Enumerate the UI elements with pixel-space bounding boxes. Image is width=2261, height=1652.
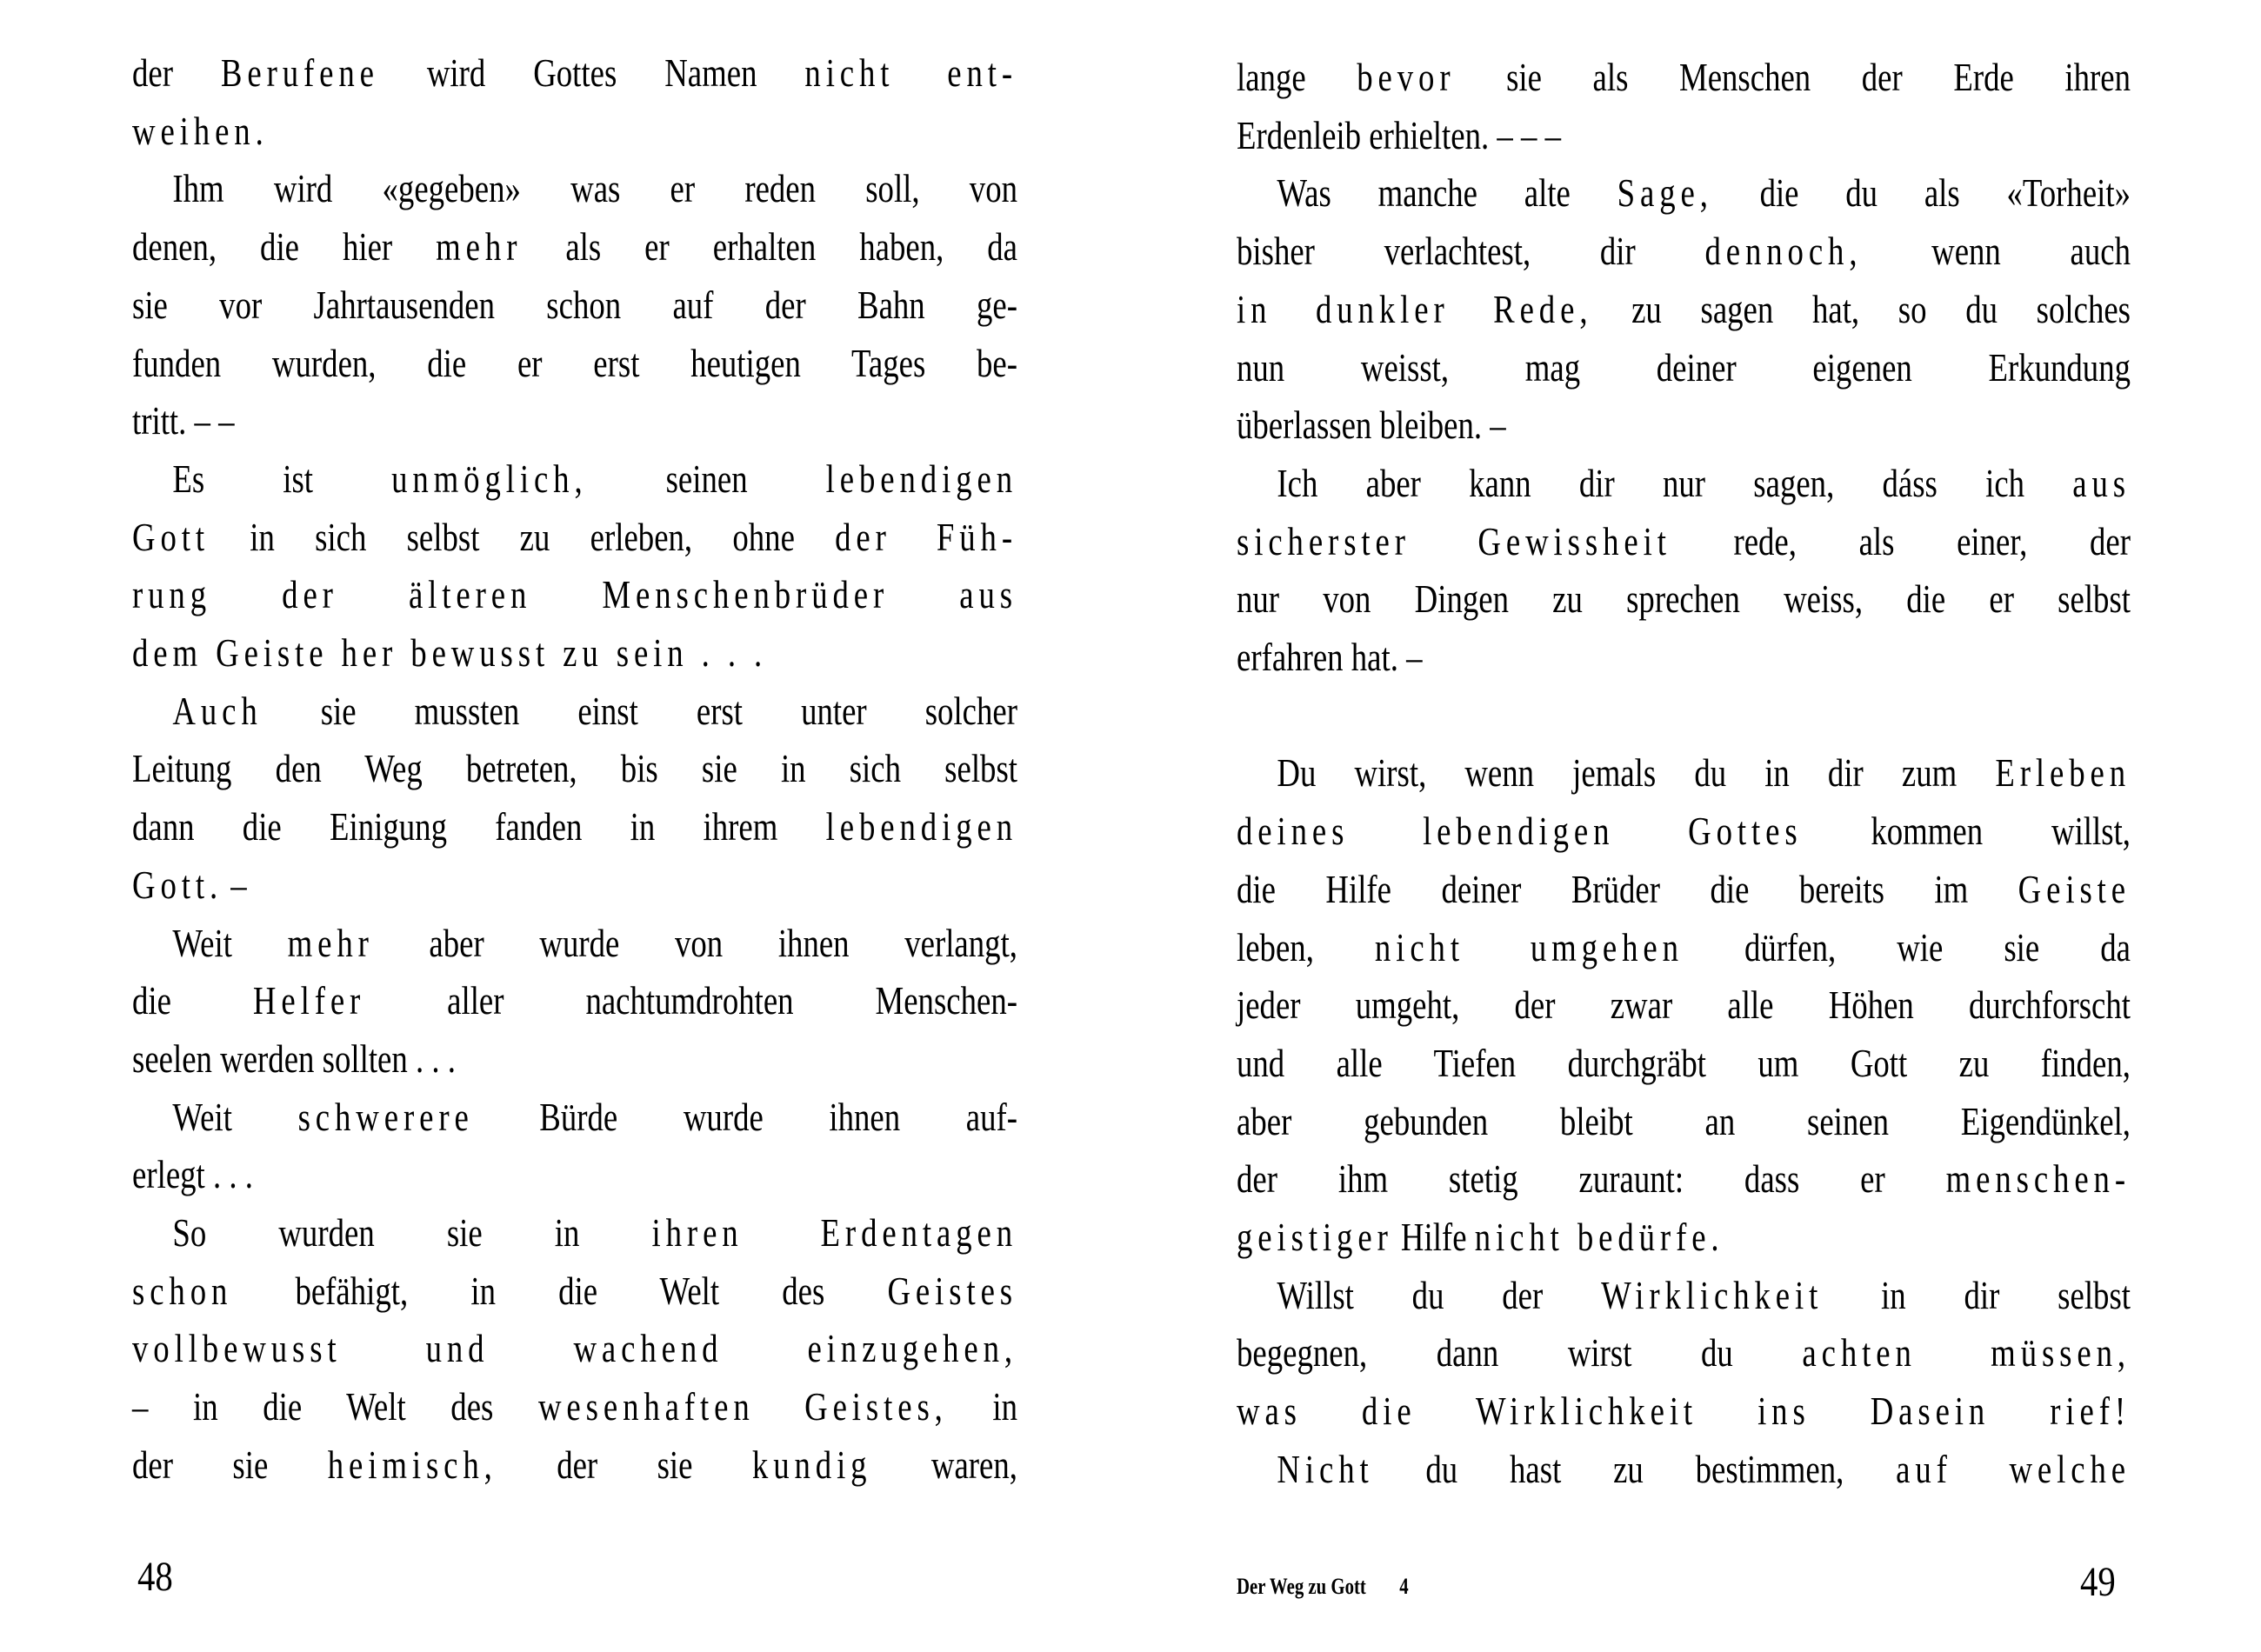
emphasized-spaced-text: Erleben	[1995, 750, 2131, 796]
emphasized-spaced-text: nicht bedürfe.	[1474, 1215, 1724, 1259]
text-segment: leben,	[1237, 924, 1375, 969]
emphasized-spaced-text: lebendigen	[825, 804, 1017, 849]
text-line	[132, 334, 1017, 392]
text-segment: der	[132, 50, 221, 95]
text-segment: kommen willst,	[1802, 809, 2131, 854]
emphasized-spaced-text: Gott.	[132, 862, 223, 907]
emphasized-spaced-text: weihen.	[132, 108, 269, 153]
text-line	[1237, 802, 2131, 860]
text-line	[132, 159, 1017, 217]
emphasized-spaced-text: unmöglich,	[391, 456, 588, 501]
text-segment: als er erhalten haben, da	[522, 224, 1018, 270]
text-segment: erfahren hat. –	[1237, 635, 1423, 679]
text-line	[132, 1377, 1017, 1436]
text-segment: dürfen, wie sie da	[1683, 924, 2131, 969]
text-line	[1237, 570, 2131, 628]
text-segment: funden wurden, die er erst heutigen Tages be-	[132, 340, 1017, 385]
printer-signature	[1237, 1575, 1409, 1598]
emphasized-spaced-text: vollbewusst und wachend einzugehen,	[132, 1326, 1017, 1371]
text-segment: der sie	[132, 1442, 328, 1487]
emphasized-spaced-text: Berufene	[220, 50, 379, 95]
text-line	[132, 1088, 1017, 1146]
text-segment: Es ist	[172, 456, 392, 501]
text-line	[1237, 1440, 2131, 1498]
text-line	[132, 1145, 1017, 1203]
text-line	[132, 623, 1017, 682]
text-line	[132, 450, 1017, 508]
emphasized-spaced-text: mehr	[436, 224, 523, 270]
emphasized-spaced-text: nicht umgehen	[1374, 924, 1684, 969]
emphasized-spaced-text: Wirklichkeit	[1601, 1272, 1824, 1317]
text-line	[132, 856, 1017, 914]
text-segment: aber wurde von ihnen verlangt,	[373, 920, 1018, 965]
text-segment: die Hilfe deiner Brüder die bereits im	[1237, 866, 2018, 911]
text-line	[1237, 222, 2131, 280]
text-segment: seinen	[587, 456, 826, 501]
text-segment: Leitung den Weg betreten, bis sie in sich selbst	[132, 746, 1017, 791]
emphasized-spaced-text: mehr	[287, 920, 374, 965]
emphasized-spaced-text: dennoch,	[1704, 229, 1863, 274]
text-line	[1237, 860, 2131, 918]
text-segment: Bürde wurde ihnen auf-	[473, 1094, 1018, 1139]
text-segment: jeder umgeht, der zwar alle Höhen durchforscht	[1237, 983, 2131, 1028]
text-line	[132, 565, 1017, 623]
text-line	[1237, 743, 2131, 802]
emphasized-spaced-text: heimisch,	[327, 1442, 497, 1487]
text-segment: in sich selbst zu erleben, ohne	[209, 514, 836, 559]
text-segment: – in die Welt des	[132, 1384, 538, 1429]
text-segment: lange	[1237, 55, 1357, 99]
text-segment: wenn auch	[1862, 229, 2131, 274]
text-segment: der sie	[497, 1442, 752, 1487]
emphasized-spaced-text: aus	[2072, 460, 2131, 505]
text-segment: aber gebunden bleibt an seinen Eigendünkel,	[1237, 1098, 2131, 1143]
text-line	[132, 391, 1017, 450]
text-segment: Hilfe	[1392, 1215, 1475, 1259]
text-line	[132, 43, 1017, 102]
text-line	[1237, 1149, 2131, 1208]
text-segment: die du als «Torheit»	[1712, 170, 2131, 216]
signature-title: Der Weg zu Gott	[1237, 1574, 1366, 1599]
emphasized-spaced-text: in dunkler Rede,	[1237, 286, 1593, 331]
text-line	[1237, 1208, 2131, 1266]
text-segment: Weit	[172, 1094, 298, 1139]
text-segment: begegnen, dann wirst du	[1237, 1330, 1803, 1376]
text-segment: nur von Dingen zu sprechen weiss, die er selbst	[1237, 576, 2131, 622]
text-line	[132, 971, 1017, 1029]
text-segment: du hast zu bestimmen,	[1373, 1446, 1897, 1491]
text-line	[1237, 976, 2131, 1034]
text-segment: –	[223, 862, 247, 907]
text-line	[1237, 396, 2131, 454]
text-segment: der ihm stetig zuraunt: dass er	[1237, 1156, 1946, 1202]
text-line	[132, 914, 1017, 972]
text-segment: überlassen bleiben. –	[1237, 403, 1506, 448]
text-segment: sie mussten einst erst unter solcher	[262, 688, 1018, 733]
text-line	[1237, 454, 2131, 512]
emphasized-spaced-text: rung der älteren Menschenbrüder aus	[132, 572, 1017, 617]
emphasized-spaced-text: lebendigen	[825, 456, 1018, 501]
text-line	[1237, 106, 2131, 164]
text-segment: wird Gottes Namen	[378, 50, 805, 95]
emphasized-spaced-text: auf welche	[1896, 1446, 2131, 1491]
emphasized-spaced-text: kundig	[751, 1442, 872, 1487]
text-segment: erlegt . . .	[132, 1152, 253, 1197]
text-segment: die	[132, 978, 253, 1023]
text-segment: Weit	[172, 920, 288, 965]
text-line	[132, 1029, 1017, 1088]
emphasized-spaced-text: Helfer	[252, 978, 366, 1023]
emphasized-spaced-text: sicherster Gewissheit	[1237, 518, 1671, 563]
emphasized-spaced-text: Auch	[172, 688, 263, 733]
text-segment: zu sagen hat, so du solches	[1592, 286, 2131, 331]
text-line	[132, 682, 1017, 740]
text-segment: in dir selbst	[1823, 1272, 2131, 1317]
text-segment: So wurden sie in	[172, 1210, 652, 1255]
text-segment: nun weisst, mag deiner eigenen Erkundung	[1237, 344, 2131, 390]
text-segment: rede, als einer, der	[1671, 518, 2131, 563]
text-segment: und alle Tiefen durchgräbt um Gott zu finden,	[1237, 1040, 2131, 1085]
text-line	[132, 508, 1017, 566]
text-segment: befähigt, in die Welt des	[232, 1268, 888, 1313]
blank-line	[1237, 686, 2131, 744]
text-line	[1237, 628, 2131, 686]
right-page-number: 49	[2080, 1559, 2116, 1605]
text-segment: Erdenleib erhielten. – – –	[1237, 112, 1561, 157]
text-segment: denen, die hier	[132, 224, 437, 270]
text-segment: dann die Einigung fanden in ihrem	[132, 804, 826, 849]
text-segment: bisher verlachtest, dir	[1237, 229, 1705, 274]
emphasized-spaced-text: menschen-	[1945, 1156, 2131, 1202]
emphasized-spaced-text: ihren Erdentagen	[651, 1210, 1017, 1255]
emphasized-spaced-text: der Füh-	[835, 514, 1017, 559]
emphasized-spaced-text: Geiste	[2018, 866, 2131, 911]
emphasized-spaced-text: dem Geiste her bewusst zu sein . . .	[132, 630, 768, 675]
emphasized-spaced-text: wesenhaften Geistes,	[537, 1384, 948, 1429]
text-line	[1237, 338, 2131, 396]
emphasized-spaced-text: was die Wirklichkeit ins Dasein rief!	[1237, 1389, 2131, 1434]
emphasized-spaced-text: nicht ent-	[804, 50, 1017, 95]
text-line	[1237, 1034, 2131, 1092]
text-line	[132, 1203, 1017, 1262]
text-segment: in	[947, 1384, 1017, 1429]
emphasized-spaced-text: Nicht	[1277, 1446, 1374, 1491]
emphasized-spaced-text: schwerere	[297, 1094, 474, 1139]
text-line	[132, 276, 1017, 334]
text-segment: Willst du der	[1277, 1272, 1602, 1317]
text-segment: tritt. – –	[132, 398, 235, 443]
text-line	[1237, 1266, 2131, 1324]
text-line	[1237, 1092, 2131, 1150]
emphasized-spaced-text: Geistes	[887, 1268, 1017, 1313]
emphasized-spaced-text: schon	[132, 1268, 233, 1313]
text-line	[1237, 918, 2131, 976]
emphasized-spaced-text: geistiger	[1237, 1215, 1393, 1259]
text-segment: Ihm wird «gegeben» was er reden soll, von	[172, 166, 1017, 211]
text-line	[1237, 1382, 2131, 1440]
text-line	[132, 797, 1017, 856]
text-line	[1237, 280, 2131, 338]
text-line	[1237, 512, 2131, 570]
emphasized-spaced-text: bevor	[1357, 55, 1456, 99]
text-line	[132, 1319, 1017, 1377]
text-segment: Ich aber kann dir nur sagen, dáss ich	[1277, 460, 2073, 505]
text-line	[132, 1436, 1017, 1494]
emphasized-spaced-text: achten müssen,	[1802, 1330, 2131, 1376]
text-line	[1237, 48, 2131, 106]
emphasized-spaced-text: Gott	[132, 514, 210, 559]
text-segment: sie als Menschen der Erde ihren	[1455, 55, 2131, 99]
text-segment: waren,	[871, 1442, 1017, 1487]
left-page-number: 48	[137, 1554, 173, 1600]
text-line	[1237, 1323, 2131, 1382]
text-segment: sie vor Jahrtausenden schon auf der Bahn ge-	[132, 282, 1017, 327]
text-line	[132, 102, 1017, 160]
text-segment: Was manche alte	[1277, 170, 1617, 216]
left-page	[132, 0, 1017, 1652]
text-line	[132, 1262, 1017, 1320]
signature-number: 4	[1399, 1574, 1409, 1599]
emphasized-spaced-text: Sage,	[1617, 170, 1713, 216]
text-segment: Du wirst, wenn jemals du in dir zum	[1277, 750, 1996, 796]
text-line	[132, 217, 1017, 276]
right-page	[1237, 0, 2131, 1652]
emphasized-spaced-text: deines lebendigen Gottes	[1237, 809, 1803, 854]
text-line	[1237, 163, 2131, 222]
text-segment: aller nachtumdrohten Menschen-	[365, 978, 1018, 1023]
text-segment: seelen werden sollten . . .	[132, 1036, 456, 1081]
text-line	[132, 739, 1017, 797]
